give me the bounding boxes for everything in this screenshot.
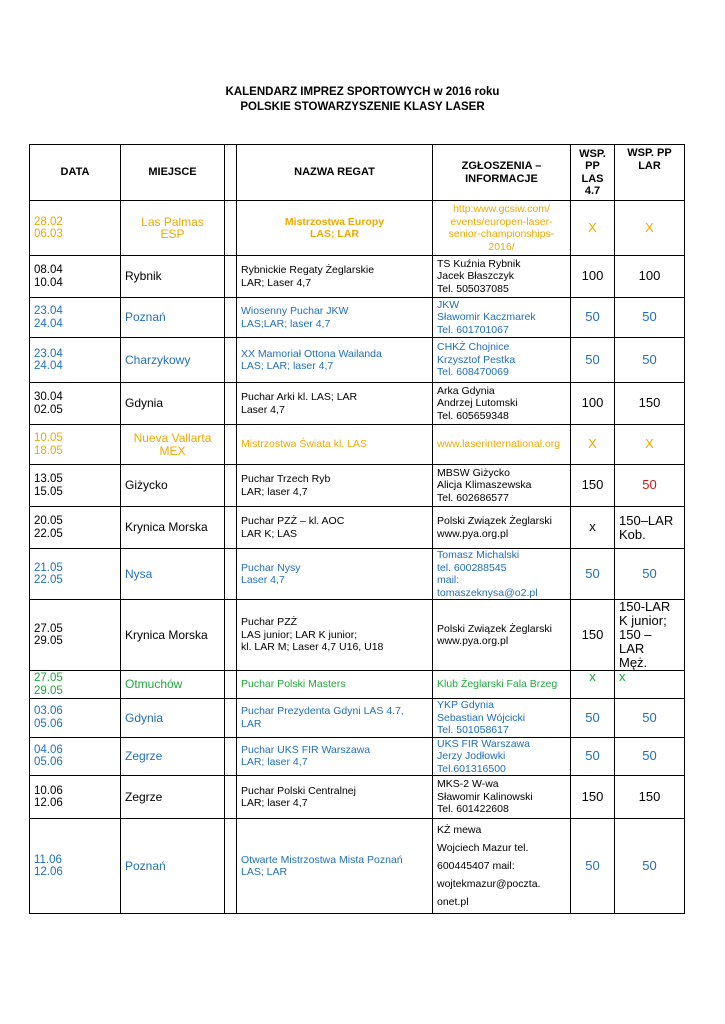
table-row	[30, 737, 685, 776]
cell-wsp-lar: 50	[615, 298, 685, 338]
cell-wsp-lar: 50	[615, 699, 685, 738]
cell-date: 10.05 18.05	[30, 425, 121, 465]
table-row	[30, 465, 685, 507]
document-title: KALENDARZ IMPREZ SPORTOWYCH w 2016 roku	[225, 86, 500, 98]
cell-place: Otmuchów	[121, 671, 225, 699]
document-subtitle: POLSKIE STOWARZYSZENIE KLASY LASER	[240, 101, 485, 113]
cell-gap	[225, 201, 237, 256]
cell-wsp-lar: 50	[615, 465, 685, 507]
cell-regat: Puchar Arki kl. LAS; LAR Laser 4,7	[237, 383, 433, 425]
cell-regat: Puchar Trzech Ryb LAR; laser 4,7	[237, 465, 433, 507]
cell-wsp-lar: X	[615, 425, 685, 465]
header-gap	[225, 145, 237, 201]
cell-date: 21.05 22.05	[30, 549, 121, 600]
table-row	[30, 819, 685, 914]
table-row	[30, 338, 685, 383]
cell-place: Nueva Vallarta MEX	[121, 425, 225, 465]
cell-wsp-lar: 150-LAR K junior; 150 – LAR Męż.	[615, 600, 685, 671]
cell-gap	[225, 425, 237, 465]
cell-wsp-lar: X	[615, 201, 685, 256]
cell-info: JKW Sławomir Kaczmarek Tel. 601701067	[433, 298, 571, 338]
cell-place: Krynica Morska	[121, 507, 225, 549]
cell-regat: Rybnickie Regaty Żeglarskie LAR; Laser 4,7	[237, 256, 433, 298]
cell-date: 03.06 05.06	[30, 699, 121, 738]
cell-place: Krynica Morska	[121, 600, 225, 671]
cell-wsp-lar: 50	[615, 338, 685, 383]
table-row	[30, 600, 685, 671]
header-data: DATA	[30, 145, 121, 201]
header-regat: NAZWA REGAT	[237, 145, 433, 201]
cell-wsp-lar: x	[615, 671, 685, 699]
header-info: ZGŁOSZENIA – INFORMACJE	[433, 145, 571, 201]
cell-regat: Puchar UKS FIR Warszawa LAR; laser 4,7	[237, 737, 433, 776]
cell-date: 28.02 06.03	[30, 201, 121, 256]
cell-gap	[225, 549, 237, 600]
cell-wsp-las: 100	[571, 383, 615, 425]
cell-date: 20.05 22.05	[30, 507, 121, 549]
events-table	[29, 144, 685, 914]
cell-place: Gdynia	[121, 699, 225, 738]
cell-regat: Puchar Prezydenta Gdyni LAS 4.7, LAR	[237, 699, 433, 738]
cell-wsp-las: 50	[571, 819, 615, 914]
cell-date: 30.04 02.05	[30, 383, 121, 425]
cell-regat: Puchar Polski Centralnej LAR; laser 4,7	[237, 776, 433, 819]
cell-gap	[225, 737, 237, 776]
table-row	[30, 256, 685, 298]
cell-info: YKP Gdynia Sebastian Wójcicki Tel. 501058617	[433, 699, 571, 738]
cell-date: 27.05 29.05	[30, 671, 121, 699]
cell-wsp-las: 50	[571, 699, 615, 738]
cell-regat: Otwarte Mistrzostwa Mista Poznań LAS; LAR	[237, 819, 433, 914]
cell-place: Giżycko	[121, 465, 225, 507]
cell-wsp-lar: 50	[615, 737, 685, 776]
cell-wsp-lar: 100	[615, 256, 685, 298]
cell-gap	[225, 383, 237, 425]
cell-wsp-lar: 50	[615, 549, 685, 600]
cell-wsp-las: 50	[571, 549, 615, 600]
cell-place: Rybnik	[121, 256, 225, 298]
table-row	[30, 383, 685, 425]
cell-gap	[225, 465, 237, 507]
cell-place: Las Palmas ESP	[121, 201, 225, 256]
cell-gap	[225, 600, 237, 671]
cell-place: Nysa	[121, 549, 225, 600]
cell-regat: Puchar PZŻ LAS junior; LAR K junior; kl. LAR M; Laser 4,7 U16, U18	[237, 600, 433, 671]
cell-regat: Puchar Polski Masters	[237, 671, 433, 699]
cell-place: Zegrze	[121, 776, 225, 819]
cell-info: Polski Związek Żeglarski www.pya.org.pl	[433, 600, 571, 671]
cell-wsp-las: X	[571, 425, 615, 465]
cell-wsp-las: X	[571, 201, 615, 256]
cell-date: 10.06 12.06	[30, 776, 121, 819]
cell-wsp-lar: 50	[615, 819, 685, 914]
cell-regat: Puchar PZŻ – kl. AOC LAR K; LAS	[237, 507, 433, 549]
cell-gap	[225, 298, 237, 338]
table-row	[30, 201, 685, 256]
table-row	[30, 671, 685, 699]
cell-place: Poznań	[121, 819, 225, 914]
cell-date: 08.04 10.04	[30, 256, 121, 298]
cell-info: UKS FIR Warszawa Jerzy Jodłowki Tel.601316500	[433, 737, 571, 776]
cell-info: MBSW Giżycko Alicja Klimaszewska Tel. 602686577	[433, 465, 571, 507]
cell-wsp-las: 50	[571, 338, 615, 383]
cell-date: 04.06 05.06	[30, 737, 121, 776]
cell-place: Zegrze	[121, 737, 225, 776]
table-row	[30, 699, 685, 738]
cell-info: TS Kuźnia Rybnik Jacek Błaszczyk Tel. 505037085	[433, 256, 571, 298]
cell-date: 11.06 12.06	[30, 819, 121, 914]
cell-gap	[225, 507, 237, 549]
cell-info: Arka Gdynia Andrzej Lutomski Tel. 605659348	[433, 383, 571, 425]
cell-wsp-lar: 150–LAR Kob.	[615, 507, 685, 549]
cell-info: www.laserinternational.org	[433, 425, 571, 465]
cell-info: Klub Żeglarski Fala Brzeg	[433, 671, 571, 699]
cell-regat: Puchar Nysy Laser 4,7	[237, 549, 433, 600]
table-row	[30, 507, 685, 549]
cell-regat: XX Mamoriał Ottona Wailanda LAS; LAR; laser 4,7	[237, 338, 433, 383]
cell-wsp-las: x	[571, 671, 615, 699]
cell-wsp-las: x	[571, 507, 615, 549]
cell-info: KŻ mewa Wojciech Mazur tel. 600445407 mail: wojtekmazur@poczta. onet.pl	[433, 819, 571, 914]
table-row	[30, 298, 685, 338]
cell-info: MKS-2 W-wa Sławomir Kalinowski Tel. 601422608	[433, 776, 571, 819]
cell-wsp-las: 50	[571, 737, 615, 776]
cell-regat: Mistrzostwa Świata kl. LAS	[237, 425, 433, 465]
cell-wsp-las: 150	[571, 600, 615, 671]
cell-wsp-las: 50	[571, 298, 615, 338]
cell-place: Poznań	[121, 298, 225, 338]
cell-gap	[225, 819, 237, 914]
cell-wsp-las: 100	[571, 256, 615, 298]
cell-gap	[225, 256, 237, 298]
header-lar: WSP. PP LAR	[615, 145, 685, 201]
cell-regat: Wiosenny Puchar JKW LAS;LAR; laser 4,7	[237, 298, 433, 338]
header-las: WSP. PP LAS 4.7	[571, 145, 615, 201]
cell-info: http:www.gcsiw.com/ events/europen-laser- senior-championships- 2016/	[433, 201, 571, 256]
cell-date: 27.05 29.05	[30, 600, 121, 671]
cell-wsp-lar: 150	[615, 383, 685, 425]
cell-info: Polski Związek Żeglarski www.pya.org.pl	[433, 507, 571, 549]
cell-wsp-las: 150	[571, 776, 615, 819]
cell-date: 13.05 15.05	[30, 465, 121, 507]
cell-wsp-las: 150	[571, 465, 615, 507]
cell-date: 23.04 24.04	[30, 298, 121, 338]
cell-gap	[225, 338, 237, 383]
table-row	[30, 776, 685, 819]
table-row	[30, 425, 685, 465]
cell-date: 23.04 24.04	[30, 338, 121, 383]
cell-gap	[225, 776, 237, 819]
cell-regat: Mistrzostwa Europy LAS; LAR	[237, 201, 433, 256]
header-row	[30, 145, 685, 201]
cell-place: Gdynia	[121, 383, 225, 425]
table-row	[30, 549, 685, 600]
cell-gap	[225, 671, 237, 699]
cell-place: Charzykowy	[121, 338, 225, 383]
cell-gap	[225, 699, 237, 738]
cell-wsp-lar: 150	[615, 776, 685, 819]
cell-info: CHKŻ Chojnice Krzysztof Pestka Tel. 608470069	[433, 338, 571, 383]
cell-info: Tomasz Michalski tel. 600288545 mail: tomaszeknysa@o2.pl	[433, 549, 571, 600]
header-miejsce: MIEJSCE	[121, 145, 225, 201]
